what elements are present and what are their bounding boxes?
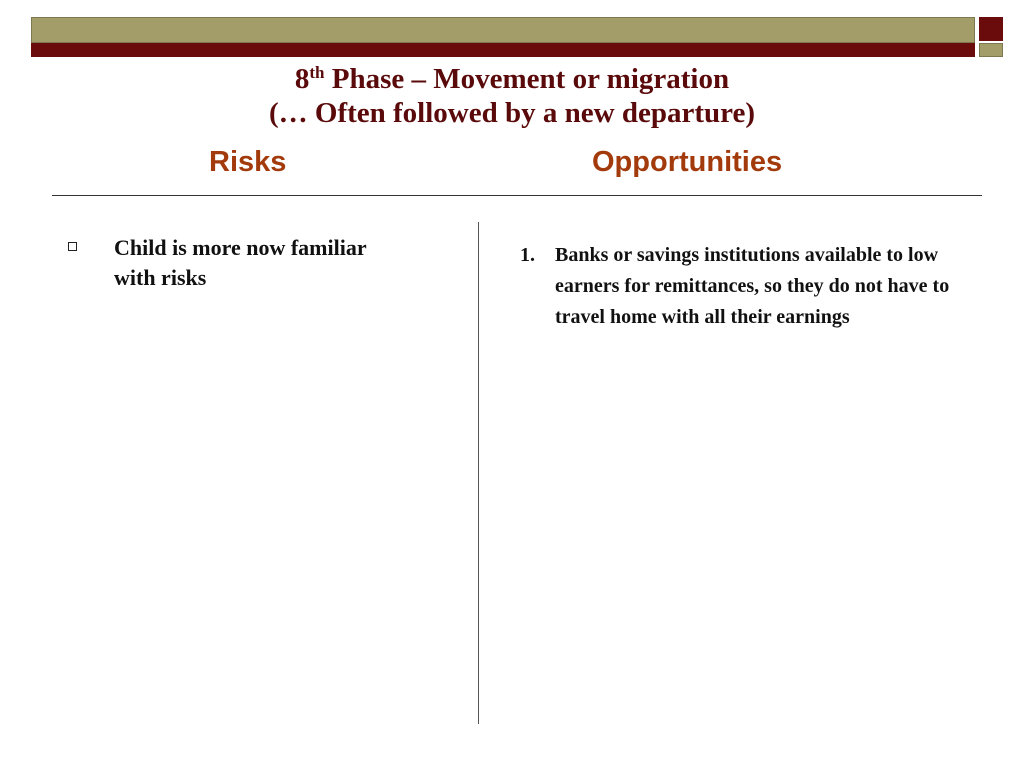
opportunities-heading: Opportunities xyxy=(592,146,783,178)
title-line-1 xyxy=(0,62,1024,96)
title-superscript: th xyxy=(309,63,325,82)
header-maroon-bar xyxy=(31,43,975,57)
opportunity-number: 1. xyxy=(520,244,535,266)
corner-square-maroon xyxy=(979,17,1003,41)
title-number: 8 xyxy=(294,63,310,95)
risks-heading: Risks xyxy=(209,146,287,178)
risk-item-text: Child is more now familiar with risks xyxy=(114,235,367,290)
opportunity-item-text: Banks or savings institutions available to low earners for remittances, so they do not have to travel home with all their earnings xyxy=(555,244,950,328)
heading-rule xyxy=(52,195,982,196)
corner-square-olive xyxy=(979,43,1003,57)
column-divider xyxy=(478,222,479,724)
square-bullet-icon xyxy=(68,242,77,251)
title-phase-text: Phase – Movement or migration xyxy=(324,63,730,95)
slide-title xyxy=(0,62,1024,130)
header-olive-bar xyxy=(31,17,975,43)
title-line-2: (… Often followed by a new departure) xyxy=(269,97,755,129)
